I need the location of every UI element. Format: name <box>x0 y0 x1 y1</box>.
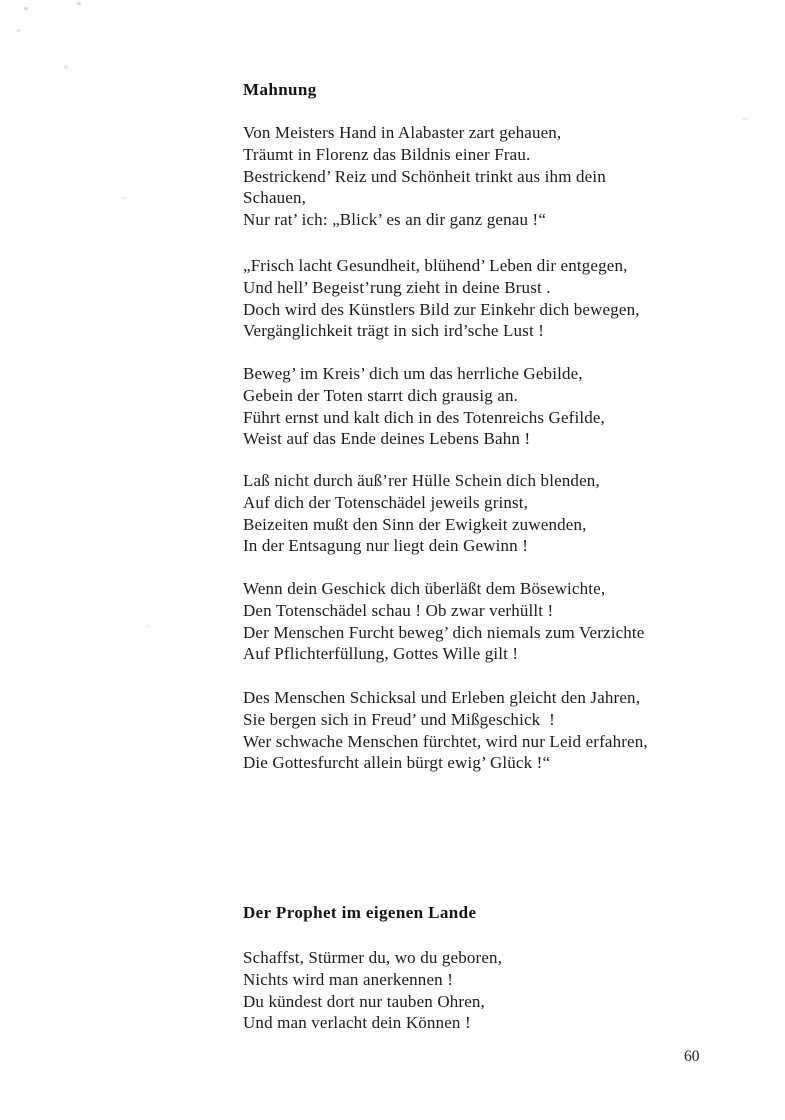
stanza-7 <box>243 947 502 1034</box>
poem-line: Des Menschen Schicksal und Erleben gleicht den Jahren, <box>243 688 641 707</box>
poem-line: Schaffst, Stürmer du, wo du geboren, <box>243 948 503 967</box>
poem-line: Laß nicht durch äuß’rer Hülle Schein dich blenden, <box>243 471 600 490</box>
poem-line: Den Totenschädel schau ! Ob zwar verhüllt ! <box>243 600 554 620</box>
scan-speckle <box>17 29 20 32</box>
poem-line: Weist auf das Ende deines Lebens Bahn ! <box>243 429 531 449</box>
scan-speckle <box>122 197 126 199</box>
scan-speckle <box>147 625 150 628</box>
scan-speckle <box>24 7 28 10</box>
poem-line: Beweg’ im Kreis’ dich um das herrliche Gebilde, <box>243 364 583 383</box>
scan-speckle <box>77 2 81 5</box>
poem-line: Beizeiten mußt den Sinn der Ewigkeit zuwenden, <box>243 514 587 534</box>
poem-line: Schauen, <box>243 188 307 208</box>
poem-line: Von Meisters Hand in Alabaster zart gehauen, <box>243 123 562 142</box>
poem-line: „Frisch lacht Gesundheit, blühend’ Leben dir entgegen, <box>243 256 628 275</box>
poem-line: Bestrickend’ Reiz und Schönheit trinkt aus ihm dein <box>243 166 606 186</box>
poem-title-mahnung: Mahnung <box>243 80 317 99</box>
scan-speckle <box>742 118 749 120</box>
poem-title-der-prophet: Der Prophet im eigenen Lande <box>243 903 477 922</box>
poem-line: Auf dich der Totenschädel jeweils grinst, <box>243 492 529 512</box>
poem-line: Führt ernst und kalt dich in des Totenreichs Gefilde, <box>243 407 605 427</box>
poem-line: Vergänglichkeit trägt in sich ird’sche Lust ! <box>243 321 545 341</box>
stanza-5 <box>243 578 645 665</box>
stanza-2 <box>243 255 640 342</box>
poem-line: In der Entsagung nur liegt dein Gewinn ! <box>243 536 529 556</box>
poem-line: Gebein der Toten starrt dich grausig an. <box>243 385 518 405</box>
poem-line: Der Menschen Furcht beweg’ dich niemals zum Verzichte <box>243 622 645 642</box>
scan-speckle <box>64 66 68 69</box>
poem-line: Die Gottesfurcht allein bürgt ewig’ Glück !“ <box>243 753 551 773</box>
page-number: 60 <box>684 1048 700 1065</box>
poem-line: Doch wird des Künstlers Bild zur Einkehr dich bewegen, <box>243 299 640 319</box>
poem-line: Träumt in Florenz das Bildnis einer Frau. <box>243 144 531 164</box>
poem-line: Sie bergen sich in Freud’ und Mißgeschick ! <box>243 709 555 729</box>
poem-line: Und man verlacht dein Können ! <box>243 1013 471 1033</box>
stanza-4 <box>243 470 600 557</box>
poem-line: Nichts wird man anerkennen ! <box>243 969 454 989</box>
poem-line: Du kündest dort nur tauben Ohren, <box>243 991 485 1011</box>
stanza-3 <box>243 363 605 450</box>
poem-line: Auf Pflichterfüllung, Gottes Wille gilt ! <box>243 644 519 664</box>
poem-line: Wenn dein Geschick dich überläßt dem Bösewichte, <box>243 579 606 598</box>
stanza-6 <box>243 687 648 774</box>
poem-line: Und hell’ Begeist’rung zieht in deine Brust . <box>243 277 551 297</box>
poem-line: Wer schwache Menschen fürchtet, wird nur Leid erfahren, <box>243 731 648 751</box>
poem-line: Nur rat’ ich: „Blick’ es an dir ganz genau !“ <box>243 210 547 230</box>
stanza-1 <box>243 122 606 231</box>
